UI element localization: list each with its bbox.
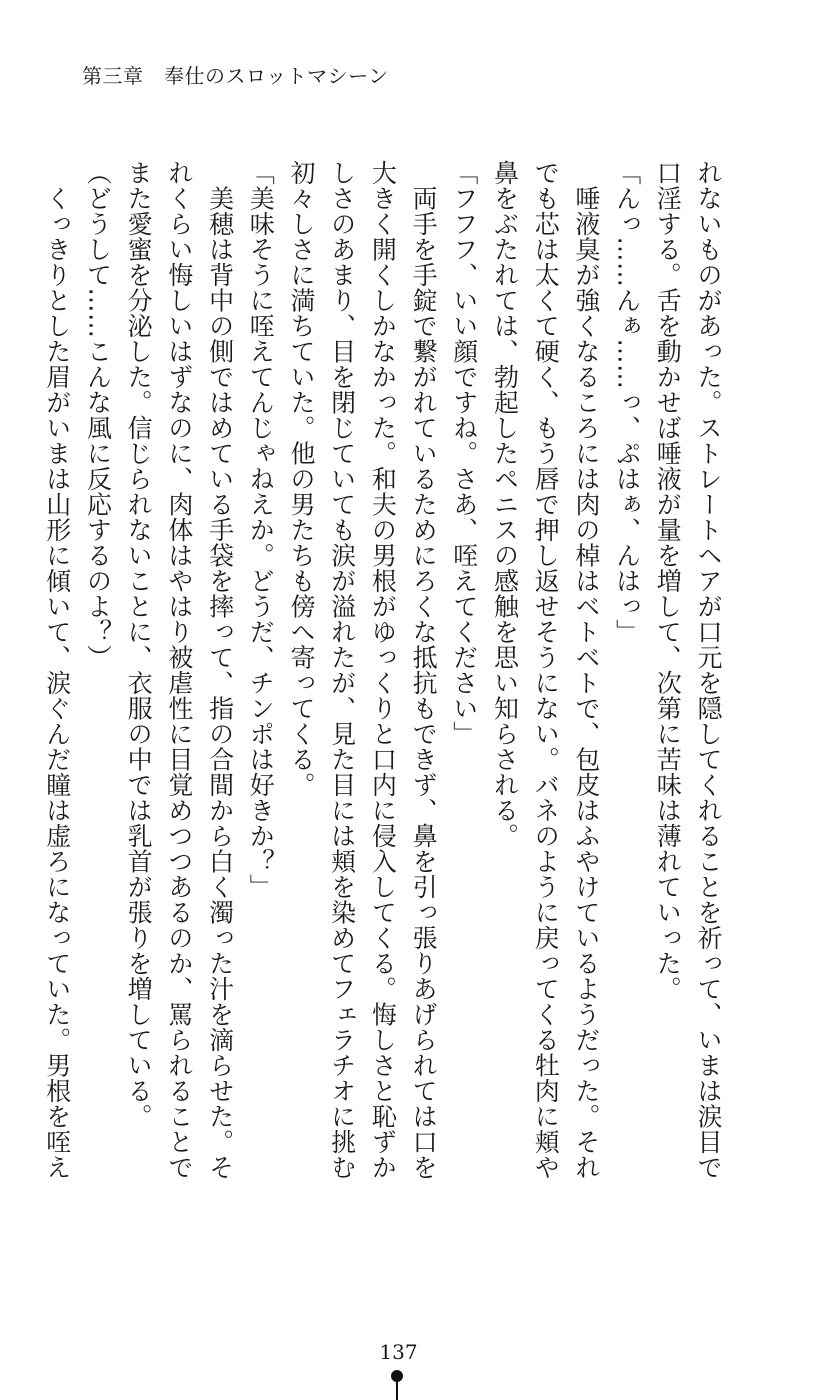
text-line: でも芯は太くて硬く、もう唇で押し返せそうにない。バネのように戻ってくる牡肉に頬や bbox=[531, 160, 561, 1180]
text-line: 唾液臭が強くなるころには肉の棹はベトベトで、包皮はふやけているようだった。それ bbox=[571, 160, 601, 1180]
text-line: 両手を手錠で繋がれているためにろくな抵抗もできず、鼻を引っ張りあげられては口を bbox=[409, 160, 439, 1180]
text-line: 大きく開くしかなかった。和夫の男根がゆっくりと口内に侵入してくる。悔しさと恥ずか bbox=[368, 160, 398, 1180]
bookmark-stem-icon bbox=[396, 1380, 398, 1400]
text-line: 口淫する。舌を動かせば唾液が量を増して、次第に苦味は薄れていった。 bbox=[653, 160, 683, 1002]
text-line: くっきりとした眉がいまは山形に傾いて、涙ぐんだ瞳は虚ろになっていた。男根を咥え bbox=[42, 160, 72, 1180]
text-line: れくらい悔しいはずなのに、肉体はやはり被虐性に目覚めつつあるのか、罵られることで bbox=[164, 160, 194, 1180]
page-number: 137 bbox=[379, 1340, 418, 1364]
text-line: れないものがあった。ストレートヘアが口元を隠してくれることを祈って、いまは涙目で bbox=[694, 160, 723, 1180]
text-line: 「美味そうに咥えてんじゃねえか。どうだ、チンポは好きか？」 bbox=[246, 160, 276, 900]
text-line: 鼻をぶたれては、勃起したペニスの感触を思い知らされる。 bbox=[490, 160, 520, 849]
text-line: （どうして……こんな風に反応するのよ？） bbox=[83, 160, 113, 670]
text-line: 「フフフ、いい顔ですね。さあ、咥えてください」 bbox=[449, 160, 479, 747]
text-line: 美穂は背中の側ではめている手袋を摔って、指の合間から白く濁った汁を滴らせた。そ bbox=[205, 160, 235, 1180]
text-line: 「んっ……んぁ……っ、ぷはぁ、んはっ」 bbox=[612, 160, 642, 645]
text-line: しさのあまり、目を閉じていても涙が溢れたが、見た目には頬を染めてフェラチオに挑む bbox=[327, 160, 357, 1180]
text-line: また愛蜜を分泌した。信じられないことに、衣服の中では乳首が張りを増している。 bbox=[124, 160, 154, 1129]
running-head: 第三章 奉仕のスロットマシーン bbox=[82, 64, 389, 88]
text-line: 初々しさに満ちていた。他の男たちも傍へ寄ってくる。 bbox=[286, 160, 316, 798]
body-text bbox=[42, 160, 728, 1180]
